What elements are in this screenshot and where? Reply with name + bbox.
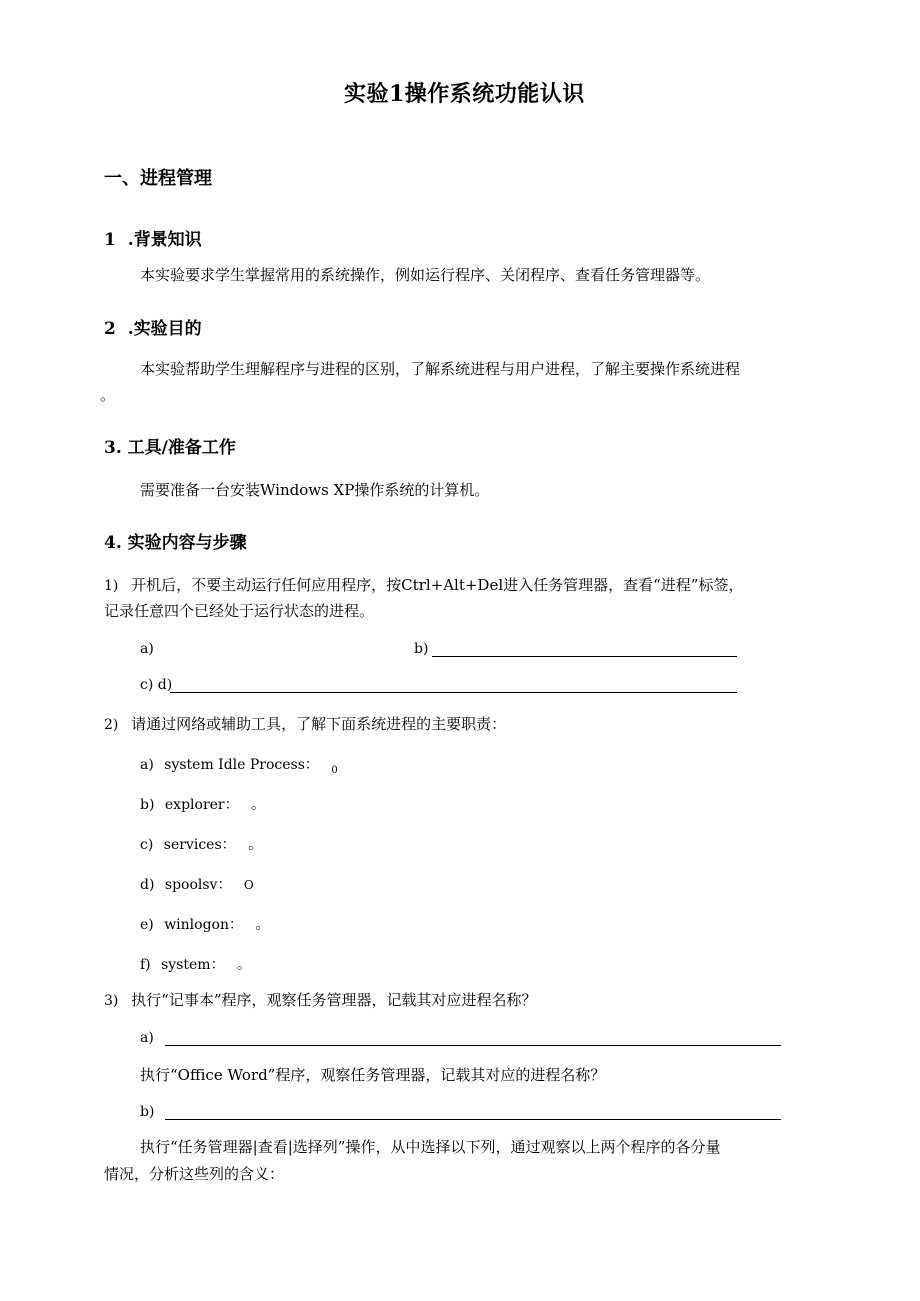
step1-line2: 记录任意四个已经处于运行状态的进程。 [104, 602, 375, 620]
process-item [140, 794, 265, 814]
step2-line [104, 713, 506, 734]
process-name: winlogon： [164, 917, 243, 933]
process-mark: 0 [331, 765, 338, 776]
subsection-title: 实验目的 [133, 319, 202, 339]
subsection-heading-steps: 4. 实验内容与步骤 [104, 533, 247, 553]
process-name: spoolsv： [164, 877, 232, 893]
background-text: 本实验要求学生掌握常用的系统操作，例如运行程序、关闭程序、查看任务管理器等。 [140, 266, 711, 284]
purpose-text-line2: 。 [100, 386, 116, 404]
answer-label-cd: c) d) [140, 677, 173, 693]
answer-label-b: b) [414, 641, 429, 657]
subsection-heading-tools: 3. 工具/准备工作 [104, 438, 236, 458]
columns-text-line2: 情况，分析这些列的含义： [104, 1165, 285, 1183]
process-item [140, 914, 269, 934]
subsection-number: 1 [104, 230, 116, 250]
process-mark: 。 [255, 917, 270, 933]
process-name: system Idle Process： [164, 757, 319, 773]
process-mark: 。 [248, 837, 263, 853]
answer-blank-b [165, 1119, 781, 1120]
process-mark: 。 [237, 957, 252, 973]
subsection-number: 2 [104, 319, 116, 339]
step1-text: 开机后，不要主动运行任何应用程序，按Ctrl+Alt+Del进入任务管理器，查看“进程”标签， [131, 576, 744, 594]
process-label: e) [140, 917, 154, 933]
document-title: 实验1操作系统功能认识 [344, 81, 585, 107]
step-number: 2) [104, 717, 119, 733]
step-number: 3) [104, 993, 119, 1009]
answer-blank-b [432, 656, 737, 657]
step-number: 1) [104, 578, 119, 594]
step3-text: 执行“记事本”程序，观察任务管理器，记载其对应进程名称？ [131, 991, 537, 1009]
process-item [140, 754, 338, 774]
process-label: b) [140, 797, 155, 813]
process-item [140, 954, 251, 974]
subsection-dot: . [127, 319, 134, 339]
process-label: d) [140, 877, 155, 893]
process-mark: 。 [251, 797, 266, 813]
process-name: services： [163, 837, 236, 853]
tools-text: 需要准备一台安装Windows XP操作系统的计算机。 [140, 481, 490, 499]
answer-label-a: a) [140, 641, 154, 657]
answer-label-b: b) [140, 1104, 155, 1120]
process-label: f) [140, 957, 151, 973]
process-item [140, 874, 254, 894]
answer-label-a: a) [140, 1030, 154, 1046]
process-item [140, 834, 262, 854]
columns-text-line1: 执行“任务管理器|查看|选择列”操作，从中选择以下列，通过观察以上两个程序的各分量 [140, 1138, 721, 1156]
word-step-text: 执行“Office Word”程序，观察任务管理器，记载其对应的进程名称？ [140, 1066, 606, 1084]
section-heading-process-management: 一、进程管理 [104, 168, 212, 189]
subsection-heading-background [104, 225, 202, 250]
purpose-text-line1: 本实验帮助学生理解程序与进程的区别，了解系统进程与用户进程，了解主要操作系统进程 [140, 360, 741, 378]
process-mark: O [243, 878, 254, 892]
answer-blank-a [165, 1045, 781, 1046]
subsection-heading-purpose [104, 314, 202, 339]
process-label: c) [140, 837, 154, 853]
step2-text: 请通过网络或辅助工具，了解下面系统进程的主要职责： [131, 715, 507, 733]
answer-blank-cd [170, 692, 737, 693]
step3-line [104, 989, 537, 1010]
step1-line1 [104, 574, 743, 595]
process-label: a) [140, 757, 154, 773]
process-name: system： [161, 957, 225, 973]
subsection-title: 背景知识 [133, 230, 202, 250]
process-name: explorer： [164, 797, 239, 813]
subsection-dot: . [127, 230, 134, 250]
